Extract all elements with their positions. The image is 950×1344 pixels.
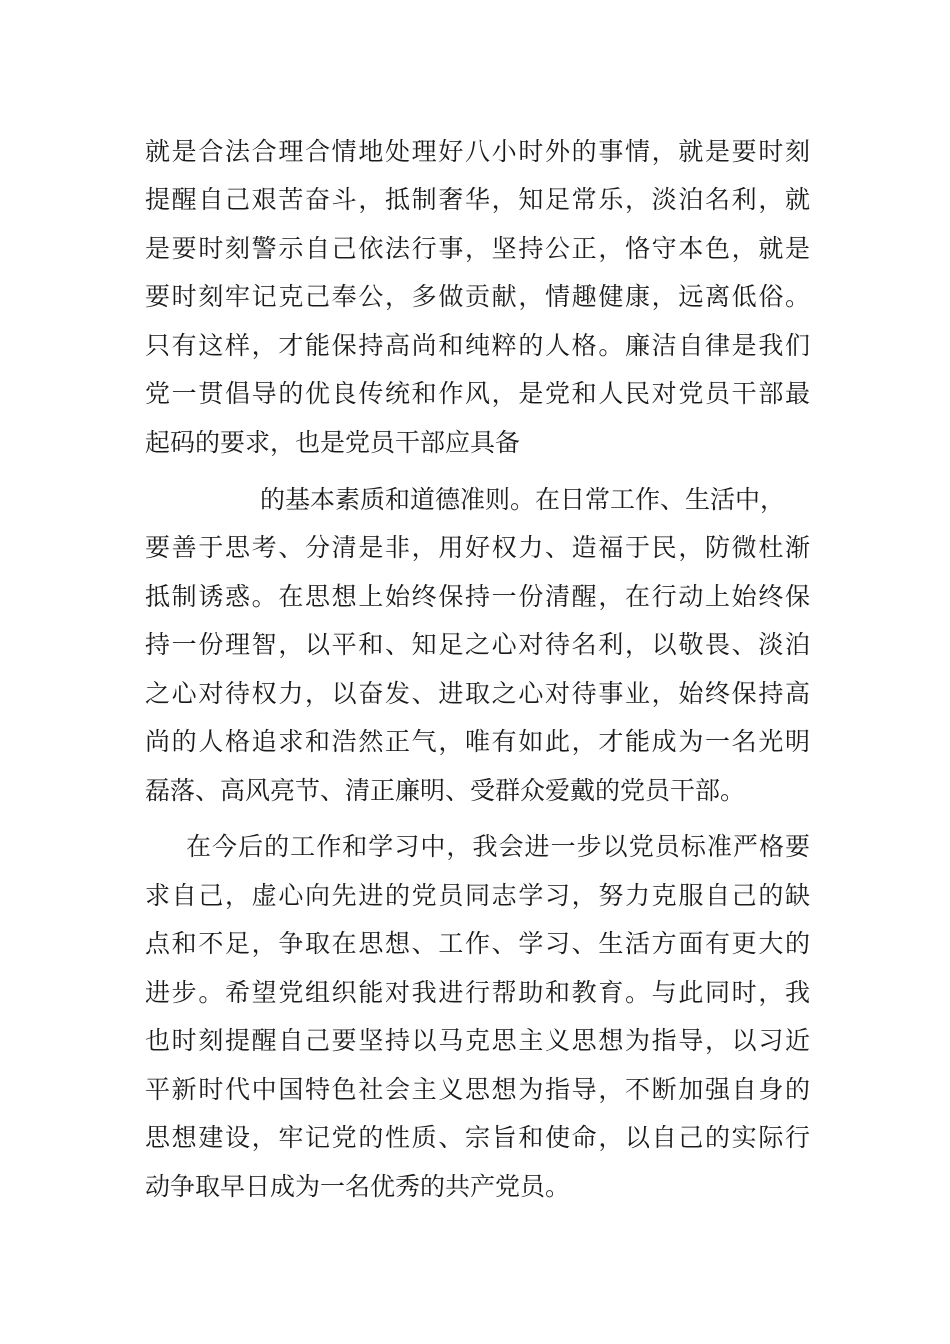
text-line: 在今后的工作和学习中，我会进一步以党员标准严格要 xyxy=(186,832,810,861)
text-line: 平新时代中国特色社会主义思想为指导，不断加强自身的 xyxy=(145,1075,810,1104)
text-line: 要时刻牢记克己奉公，多做贡献，情趣健康，远离低俗。 xyxy=(145,282,810,311)
text-line: 也时刻提醒自己要坚持以马克思主义思想为指导，以习近 xyxy=(145,1026,810,1055)
text-line: 党一贯倡导的优良传统和作风，是党和人民对党员干部最 xyxy=(145,379,810,408)
text-line: 提醒自己艰苦奋斗，抵制奢华，知足常乐，淡泊名利，就 xyxy=(145,185,810,214)
text-line: 动争取早日成为一名优秀的共产党员。 xyxy=(145,1172,571,1201)
text-line: 持一份理智，以平和、知足之心对待名利，以敬畏、淡泊 xyxy=(145,630,810,659)
text-line: 磊落、高风亮节、清正廉明、受群众爱戴的党员干部。 xyxy=(145,776,746,805)
text-line: 是要时刻警示自己依法行事，坚持公正，恪守本色，就是 xyxy=(145,234,810,263)
text-line: 只有这样，才能保持高尚和纯粹的人格。廉洁自律是我们 xyxy=(145,331,810,360)
text-line: 要善于思考、分清是非，用好权力、造福于民，防微杜渐 xyxy=(145,533,810,562)
text-line: 抵制诱惑。在思想上始终保持一份清醒，在行动上始终保 xyxy=(145,582,810,611)
text-line: 的基本素质和道德准则。在日常工作、生活中， xyxy=(260,485,786,514)
text-line: 求自己，虚心向先进的党员同志学习，努力克服自己的缺 xyxy=(145,881,810,910)
text-line: 进步。希望党组织能对我进行帮助和教育。与此同时，我 xyxy=(145,978,810,1007)
text-line: 思想建设，牢记党的性质、宗旨和使命，以自己的实际行 xyxy=(145,1123,810,1152)
text-line: 就是合法合理合情地处理好八小时外的事情，就是要时刻 xyxy=(145,137,810,166)
text-line: 之心对待权力，以奋发、进取之心对待事业，始终保持高 xyxy=(145,679,810,708)
text-line: 起码的要求，也是党员干部应具备 xyxy=(145,428,521,457)
text-line: 点和不足，争取在思想、工作、学习、生活方面有更大的 xyxy=(145,929,810,958)
text-line: 尚的人格追求和浩然正气，唯有如此，才能成为一名光明 xyxy=(145,727,810,756)
